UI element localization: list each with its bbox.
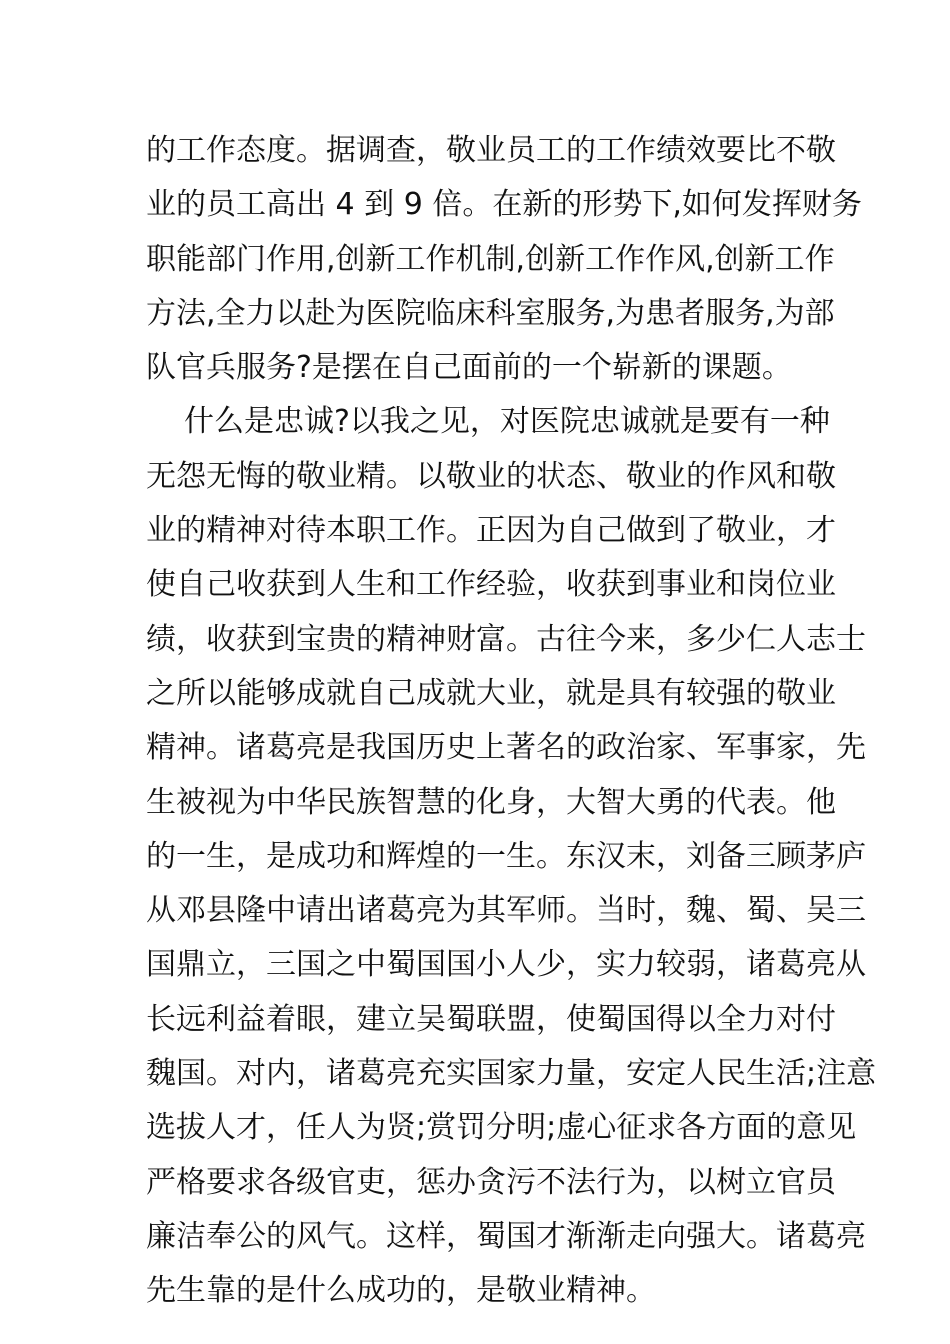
text-line: 业的员工高出 4 到 9 倍。在新的形势下,如何发挥财务 [146,187,862,223]
text-line: 从邓县隆中请出诸葛亮为其军师。当时，魏、蜀、吴三 [146,893,866,929]
paragraph-1 [146,124,862,395]
text-line: 的工作态度。据调查，敬业员工的工作绩效要比不敬 [146,133,836,168]
text-line: 生被视为中华民族智慧的化身，大智大勇的代表。他 [146,784,836,820]
text-line: 先生靠的是什么成功的，是敬业精神。 [146,1273,656,1309]
text-line: 之所以能够成就自己成就大业，就是具有较强的敬业 [146,675,836,711]
text-line: 方法,全力以赴为医院临床科室服务,为患者服务,为部 [146,295,835,331]
paragraph-2 [146,395,877,1318]
text-line: 魏国。对内，诸葛亮充实国家力量，安定人民生活;注意 [146,1056,877,1092]
text-line: 国鼎立，三国之中蜀国国小人少，实力较弱，诸葛亮从 [146,947,866,983]
text-line: 长远利益着眼，建立吴蜀联盟，使蜀国得以全力对付 [146,1001,836,1037]
text-line: 职能部门作用,创新工作机制,创新工作作风,创新工作 [146,241,835,277]
text-line: 队官兵服务?是摆在自己面前的一个崭新的课题。 [146,350,792,386]
text-line: 精神。诸葛亮是我国历史上著名的政治家、军事家，先 [146,730,866,766]
text-line: 无怨无悔的敬业精。以敬业的状态、敬业的作风和敬 [146,458,836,494]
text-line: 的一生，是成功和辉煌的一生。东汉末，刘备三顾茅庐 [146,838,866,874]
text-line: 选拔人才，任人为贤;赏罚分明;虚心征求各方面的意见 [146,1110,857,1146]
text-line: 绩，收获到宝贵的精神财富。古往今来，多少仁人志士 [146,621,866,657]
text-line: 业的精神对待本职工作。正因为自己做到了敬业，才 [146,513,836,549]
text-line: 什么是忠诚?以我之见，对医院忠诚就是要有一种 [184,404,830,440]
text-line: 廉洁奉公的风气。这样，蜀国才渐渐走向强大。诸葛亮 [146,1218,866,1254]
text-line: 使自己收获到人生和工作经验，收获到事业和岗位业 [146,567,836,603]
text-line: 严格要求各级官吏，惩办贪污不法行为，以树立官员 [146,1164,836,1200]
body-text [146,124,877,1319]
